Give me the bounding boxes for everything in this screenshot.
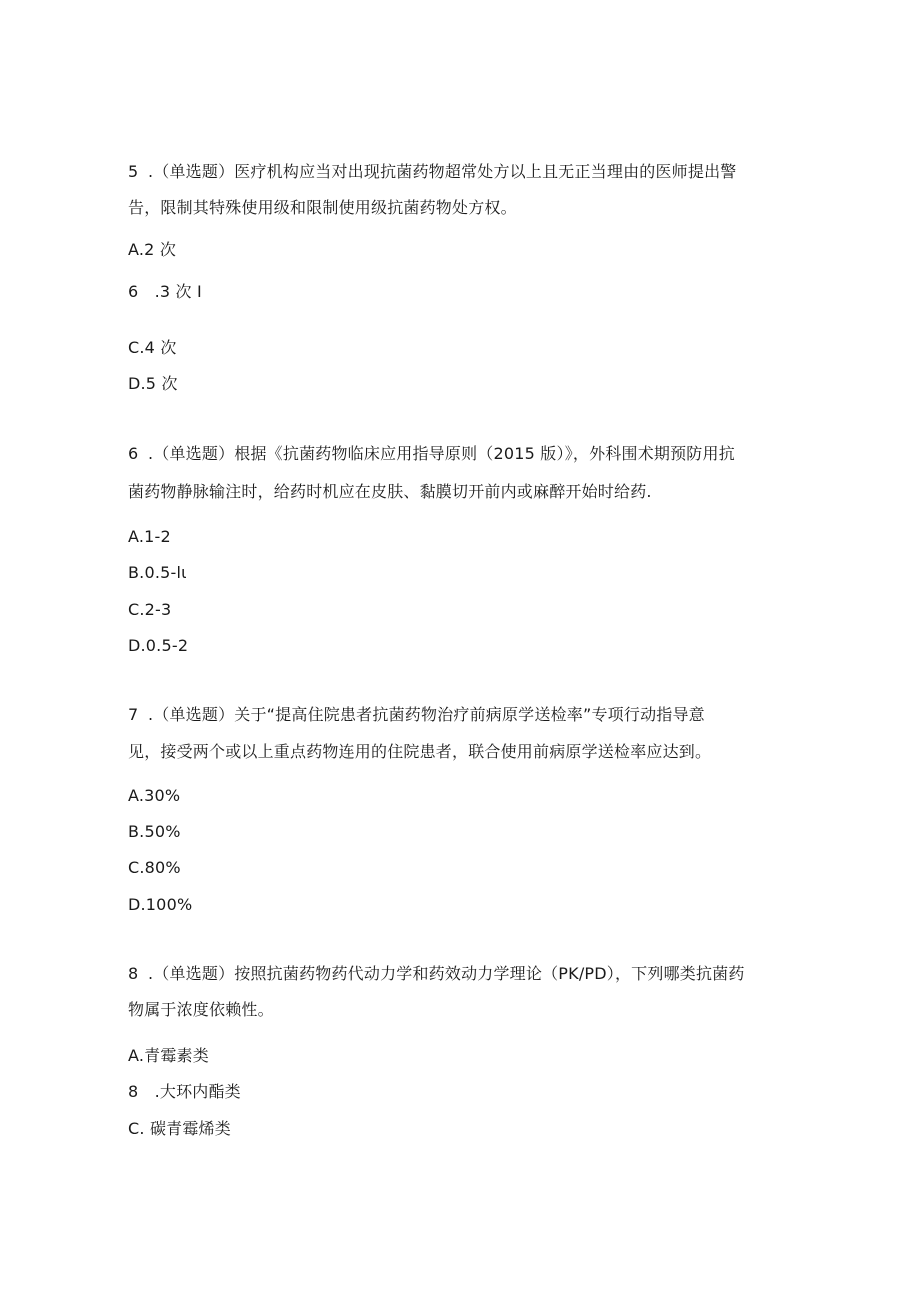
question-number: 6 <box>128 444 139 463</box>
question-7-option-c: C.80% <box>128 858 181 877</box>
question-7-stem-line-1 <box>128 705 705 725</box>
question-6-stem-line-2: 菌药物静脉输注时，给药时机应在皮肤、黏膜切开前内或麻醉开始时给药. <box>128 482 652 501</box>
question-number: 8 <box>128 964 139 983</box>
question-5-option-d: D.5 次 <box>128 374 178 393</box>
question-5-option-a: A.2 次 <box>128 240 177 259</box>
question-7-option-d: D.100% <box>128 895 193 914</box>
question-text: .（单选题）根据《抗菌药物临床应用指导原则（2015 版）》，外科围术期预防用抗 <box>148 444 735 463</box>
question-6-option-d: D.0.5-2 <box>128 636 189 655</box>
question-text: .（单选题）关于“提高住院患者抗菌药物治疗前病原学送检率”专项行动指导意 <box>148 705 705 724</box>
question-8-stem-line-1 <box>128 964 745 984</box>
question-5-stem-line-2: 告，限制其特殊使用级和限制使用级抗菌药物处方权。 <box>128 198 517 217</box>
question-8-option-b: 8 .大环内酯类 <box>128 1082 241 1101</box>
question-8-stem-line-2: 物属于浓度依赖性。 <box>128 1000 274 1019</box>
question-text: .（单选题）按照抗菌药物药代动力学和药效动力学理论（PK/PD），下列哪类抗菌药 <box>148 964 745 983</box>
question-7-option-b: B.50% <box>128 822 181 841</box>
question-8-option-c: C. 碳青霉烯类 <box>128 1119 231 1138</box>
question-6-stem-line-1 <box>128 444 735 464</box>
question-5-option-b: 6 .3 次 I <box>128 282 202 301</box>
question-7-option-a: A.30% <box>128 786 181 805</box>
question-8-option-a: A.青霉素类 <box>128 1046 209 1065</box>
question-number: 7 <box>128 705 139 724</box>
question-5-stem-line-1 <box>128 162 737 182</box>
question-7-stem-line-2: 见，接受两个或以上重点药物连用的住院患者，联合使用前病原学送检率应达到。 <box>128 742 712 761</box>
question-text: .（单选题）医疗机构应当对出现抗菌药物超常处方以上且无正当理由的医师提出警 <box>148 162 737 181</box>
question-5-option-c: C.4 次 <box>128 338 177 357</box>
question-6-option-b: B.0.5-lι <box>128 563 187 582</box>
question-6-option-c: C.2-3 <box>128 600 172 619</box>
question-number: 5 <box>128 162 139 181</box>
question-6-option-a: A.1-2 <box>128 527 171 546</box>
